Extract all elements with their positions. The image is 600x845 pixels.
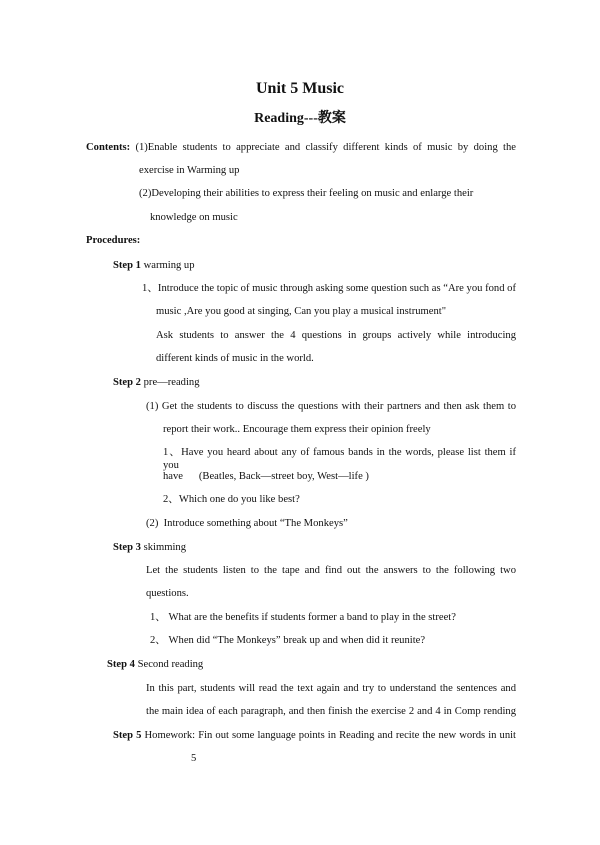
step-2-heading <box>113 376 200 389</box>
contents-item-2-text: (2)Developing their abilities to express their feeling on music and enlarge their <box>139 188 474 199</box>
contents-label: Contents: <box>86 142 131 153</box>
step-5-label: Step 5 <box>113 730 142 741</box>
step-4-title: Second reading <box>137 659 204 670</box>
step-3-label: Step 3 <box>113 542 141 553</box>
step-2-question-1-line-2: have (Beatles, Back—street boy, West—life ) <box>163 471 369 482</box>
step-2-paragraph-1-line-2: report their work.. Encourage them express their opinion freely <box>163 424 431 435</box>
procedures-heading: Procedures: <box>86 235 141 246</box>
step-3-title: skimming <box>143 542 187 553</box>
step-1-paragraph-2-line-1: Ask students to answer the 4 questions in groups actively while introducing <box>156 330 516 341</box>
step-4-label: Step 4 <box>107 659 135 670</box>
page-title: Unit 5 Music <box>256 80 344 97</box>
step-2-title: pre—reading <box>143 377 200 388</box>
contents-line-1 <box>86 141 516 154</box>
step-2-label: Step 2 <box>113 377 141 388</box>
step-5-line <box>113 729 516 742</box>
contents-item-2-continuation: knowledge on music <box>150 212 238 223</box>
step-1-paragraph-1-line-1: 1、Introduce the topic of music through asking some question such as “Are you fond of <box>142 283 516 294</box>
step-1-label: Step 1 <box>113 260 141 271</box>
step-3-question-1: 1、 What are the benefits if students former a band to play in the street? <box>150 612 456 623</box>
step-3-paragraph-1-line-2: questions. <box>146 588 189 599</box>
step-4-heading <box>107 658 203 671</box>
contents-item-1-text: (1)Enable students to appreciate and classify different kinds of music by doing the <box>135 142 516 153</box>
page-subtitle: Reading---教案 <box>254 111 346 126</box>
step-1-title: warming up <box>143 260 195 271</box>
step-2-paragraph-2: (2) Introduce something about “The Monkeys” <box>146 518 348 529</box>
step-2-paragraph-1-line-1: (1) Get the students to discuss the questions with their partners and then ask them to <box>146 401 516 412</box>
step-1-paragraph-1-line-2: music ,Are you good at singing, Can you play a musical instrument" <box>156 306 447 317</box>
step-3-heading <box>113 541 186 554</box>
step-1-paragraph-2-line-2: different kinds of music in the world. <box>156 353 314 364</box>
step-2-question-2: 2、Which one do you like best? <box>163 494 300 505</box>
contents-item-1-continuation: exercise in Warming up <box>139 165 240 176</box>
step-1-heading <box>113 259 195 272</box>
step-3-paragraph-1-line-1: Let the students listen to the tape and find out the answers to the following two <box>146 565 516 576</box>
step-4-paragraph-line-1: In this part, students will read the text again and try to understand the sentences and <box>146 683 516 694</box>
step-4-paragraph-line-2: the main idea of each paragraph, and then finish the exercise 2 and 4 in Comp rending <box>146 706 516 717</box>
step-2-question-1-line-1: 1、Have you heard about any of famous bands in the words, please list them if you <box>163 447 516 471</box>
page-number: 5 <box>191 753 197 764</box>
step-5-text: Homework: Fin out some language points in Reading and recite the new words in unit <box>144 730 517 741</box>
procedures-label <box>86 234 140 247</box>
step-3-question-2: 2、 When did “The Monkeys” break up and when did it reunite? <box>150 635 426 646</box>
